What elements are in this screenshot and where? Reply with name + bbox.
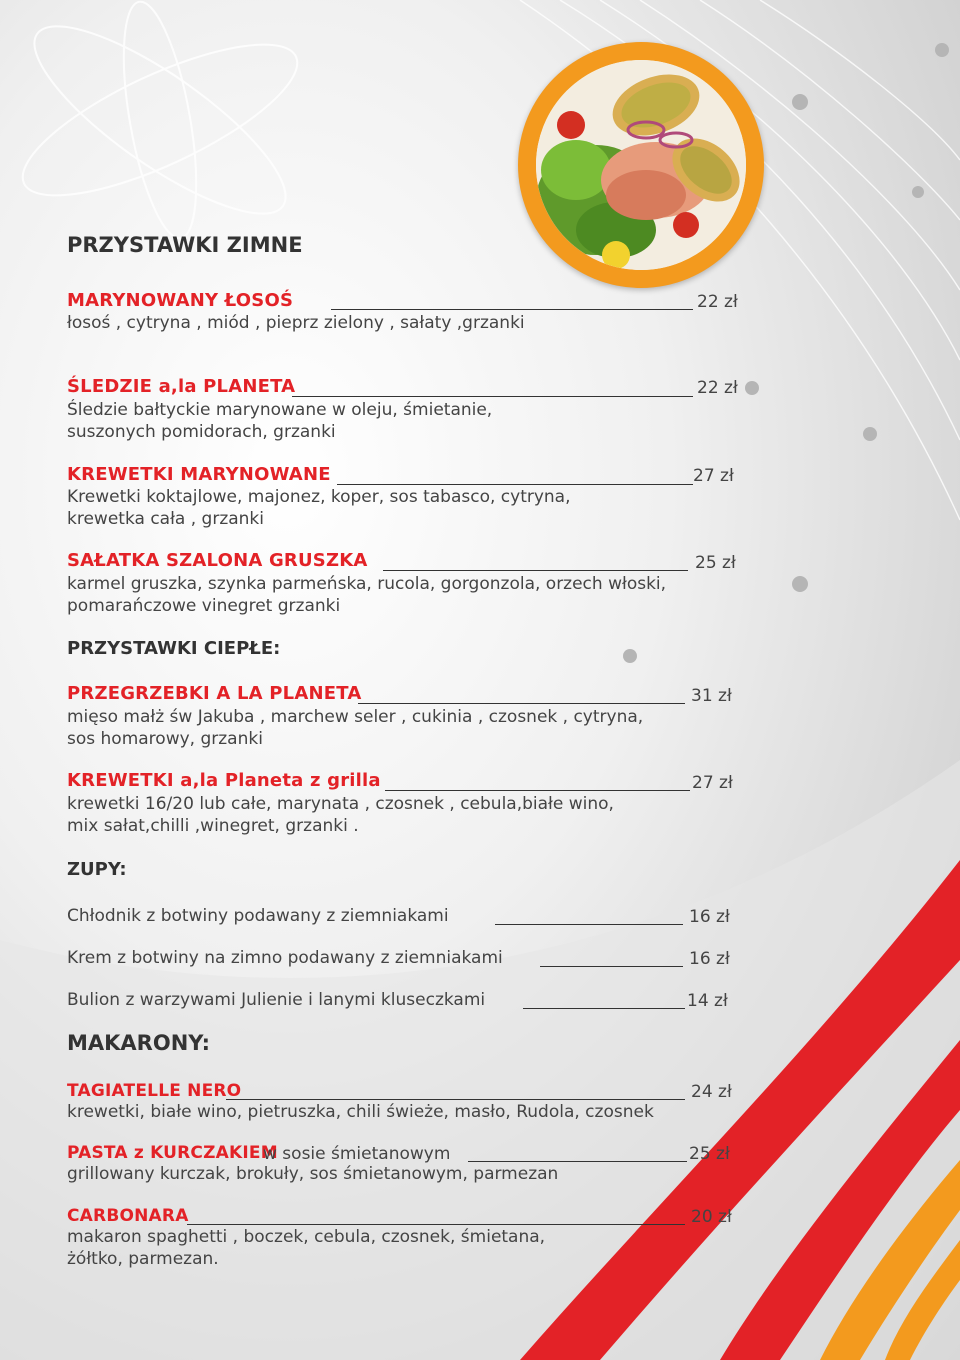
section-title-soups: ZUPY:	[67, 859, 127, 880]
item-price: 22 zł	[697, 378, 738, 398]
item-description: krewetki, białe wino, pietruszka, chili świeże, masło, Rudola, czosnek	[67, 1102, 654, 1122]
price-leader	[337, 484, 693, 485]
soup-name: Bulion z warzywami Julienie i lanymi kluseczkami	[67, 990, 486, 1010]
item-description: Śledzie bałtyckie marynowane w oleju, śmietanie,	[67, 400, 493, 420]
item-name: ŚLEDZIE a,la PLANETA	[67, 376, 296, 397]
item-name: KREWETKI MARYNOWANE	[67, 464, 331, 485]
soup-price: 16 zł	[689, 949, 730, 969]
item-name: CARBONARA	[67, 1206, 189, 1226]
item-description: mięso małż św Jakuba , marchew seler , cukinia , czosnek , cytryna,	[67, 707, 644, 727]
item-description: suszonych pomidorach, grzanki	[67, 422, 336, 442]
item-name-suffix: w sosie śmietanowym	[263, 1144, 451, 1164]
item-description: łosoś , cytryna , miód , pieprz zielony , sałaty ,grzanki	[67, 313, 525, 333]
item-price: 31 zł	[691, 686, 732, 706]
soup-price: 16 zł	[689, 907, 730, 927]
item-name: PASTA z KURCZAKIEM	[67, 1143, 278, 1163]
price-leader	[187, 1224, 685, 1225]
item-description: żółtko, parmezan.	[67, 1249, 219, 1269]
price-leader	[540, 966, 683, 967]
item-price: 27 zł	[692, 773, 733, 793]
item-price: 20 zł	[691, 1207, 732, 1227]
item-name: KREWETKI a,la Planeta z grilla	[67, 770, 381, 791]
section-title-warm: PRZYSTAWKI CIEPŁE:	[67, 638, 281, 659]
price-leader	[468, 1161, 687, 1162]
item-description: krewetka cała , grzanki	[67, 509, 265, 529]
soup-price: 14 zł	[687, 991, 728, 1011]
soup-name: Krem z botwiny na zimno podawany z ziemniakami	[67, 948, 503, 968]
price-leader	[226, 1099, 685, 1100]
item-name: TAGIATELLE NERO	[67, 1081, 242, 1101]
item-price: 24 zł	[691, 1082, 732, 1102]
item-name: SAŁATKA SZALONA GRUSZKA	[67, 550, 368, 571]
section-title-cold: PRZYSTAWKI ZIMNE	[67, 233, 303, 257]
item-description: mix sałat,chilli ,winegret, grzanki .	[67, 816, 359, 836]
section-title-pasta: MAKARONY:	[67, 1031, 211, 1055]
item-price: 22 zł	[697, 292, 738, 312]
item-description: sos homarowy, grzanki	[67, 729, 263, 749]
item-name: MARYNOWANY ŁOSOŚ	[67, 290, 294, 311]
item-price: 25 zł	[689, 1144, 730, 1164]
item-description: makaron spaghetti , boczek, cebula, czosnek, śmietana,	[67, 1227, 546, 1247]
item-description: pomarańczowe vinegret grzanki	[67, 596, 341, 616]
price-leader	[383, 570, 688, 571]
item-price: 27 zł	[693, 466, 734, 486]
price-leader	[358, 703, 685, 704]
price-leader	[495, 924, 683, 925]
price-leader	[385, 790, 690, 791]
item-description: karmel gruszka, szynka parmeńska, rucola, gorgonzola, orzech włoski,	[67, 574, 667, 594]
item-description: Krewetki koktajlowe, majonez, koper, sos tabasco, cytryna,	[67, 487, 571, 507]
price-leader	[523, 1008, 685, 1009]
item-description: krewetki 16/20 lub całe, marynata , czosnek , cebula,białe wino,	[67, 794, 614, 814]
price-leader	[331, 309, 693, 310]
item-description: grillowany kurczak, brokuły, sos śmietanowym, parmezan	[67, 1164, 559, 1184]
soup-name: Chłodnik z botwiny podawany z ziemniakami	[67, 906, 449, 926]
price-leader	[292, 396, 693, 397]
item-price: 25 zł	[695, 553, 736, 573]
item-name: PRZEGRZEBKI A LA PLANETA	[67, 683, 362, 704]
